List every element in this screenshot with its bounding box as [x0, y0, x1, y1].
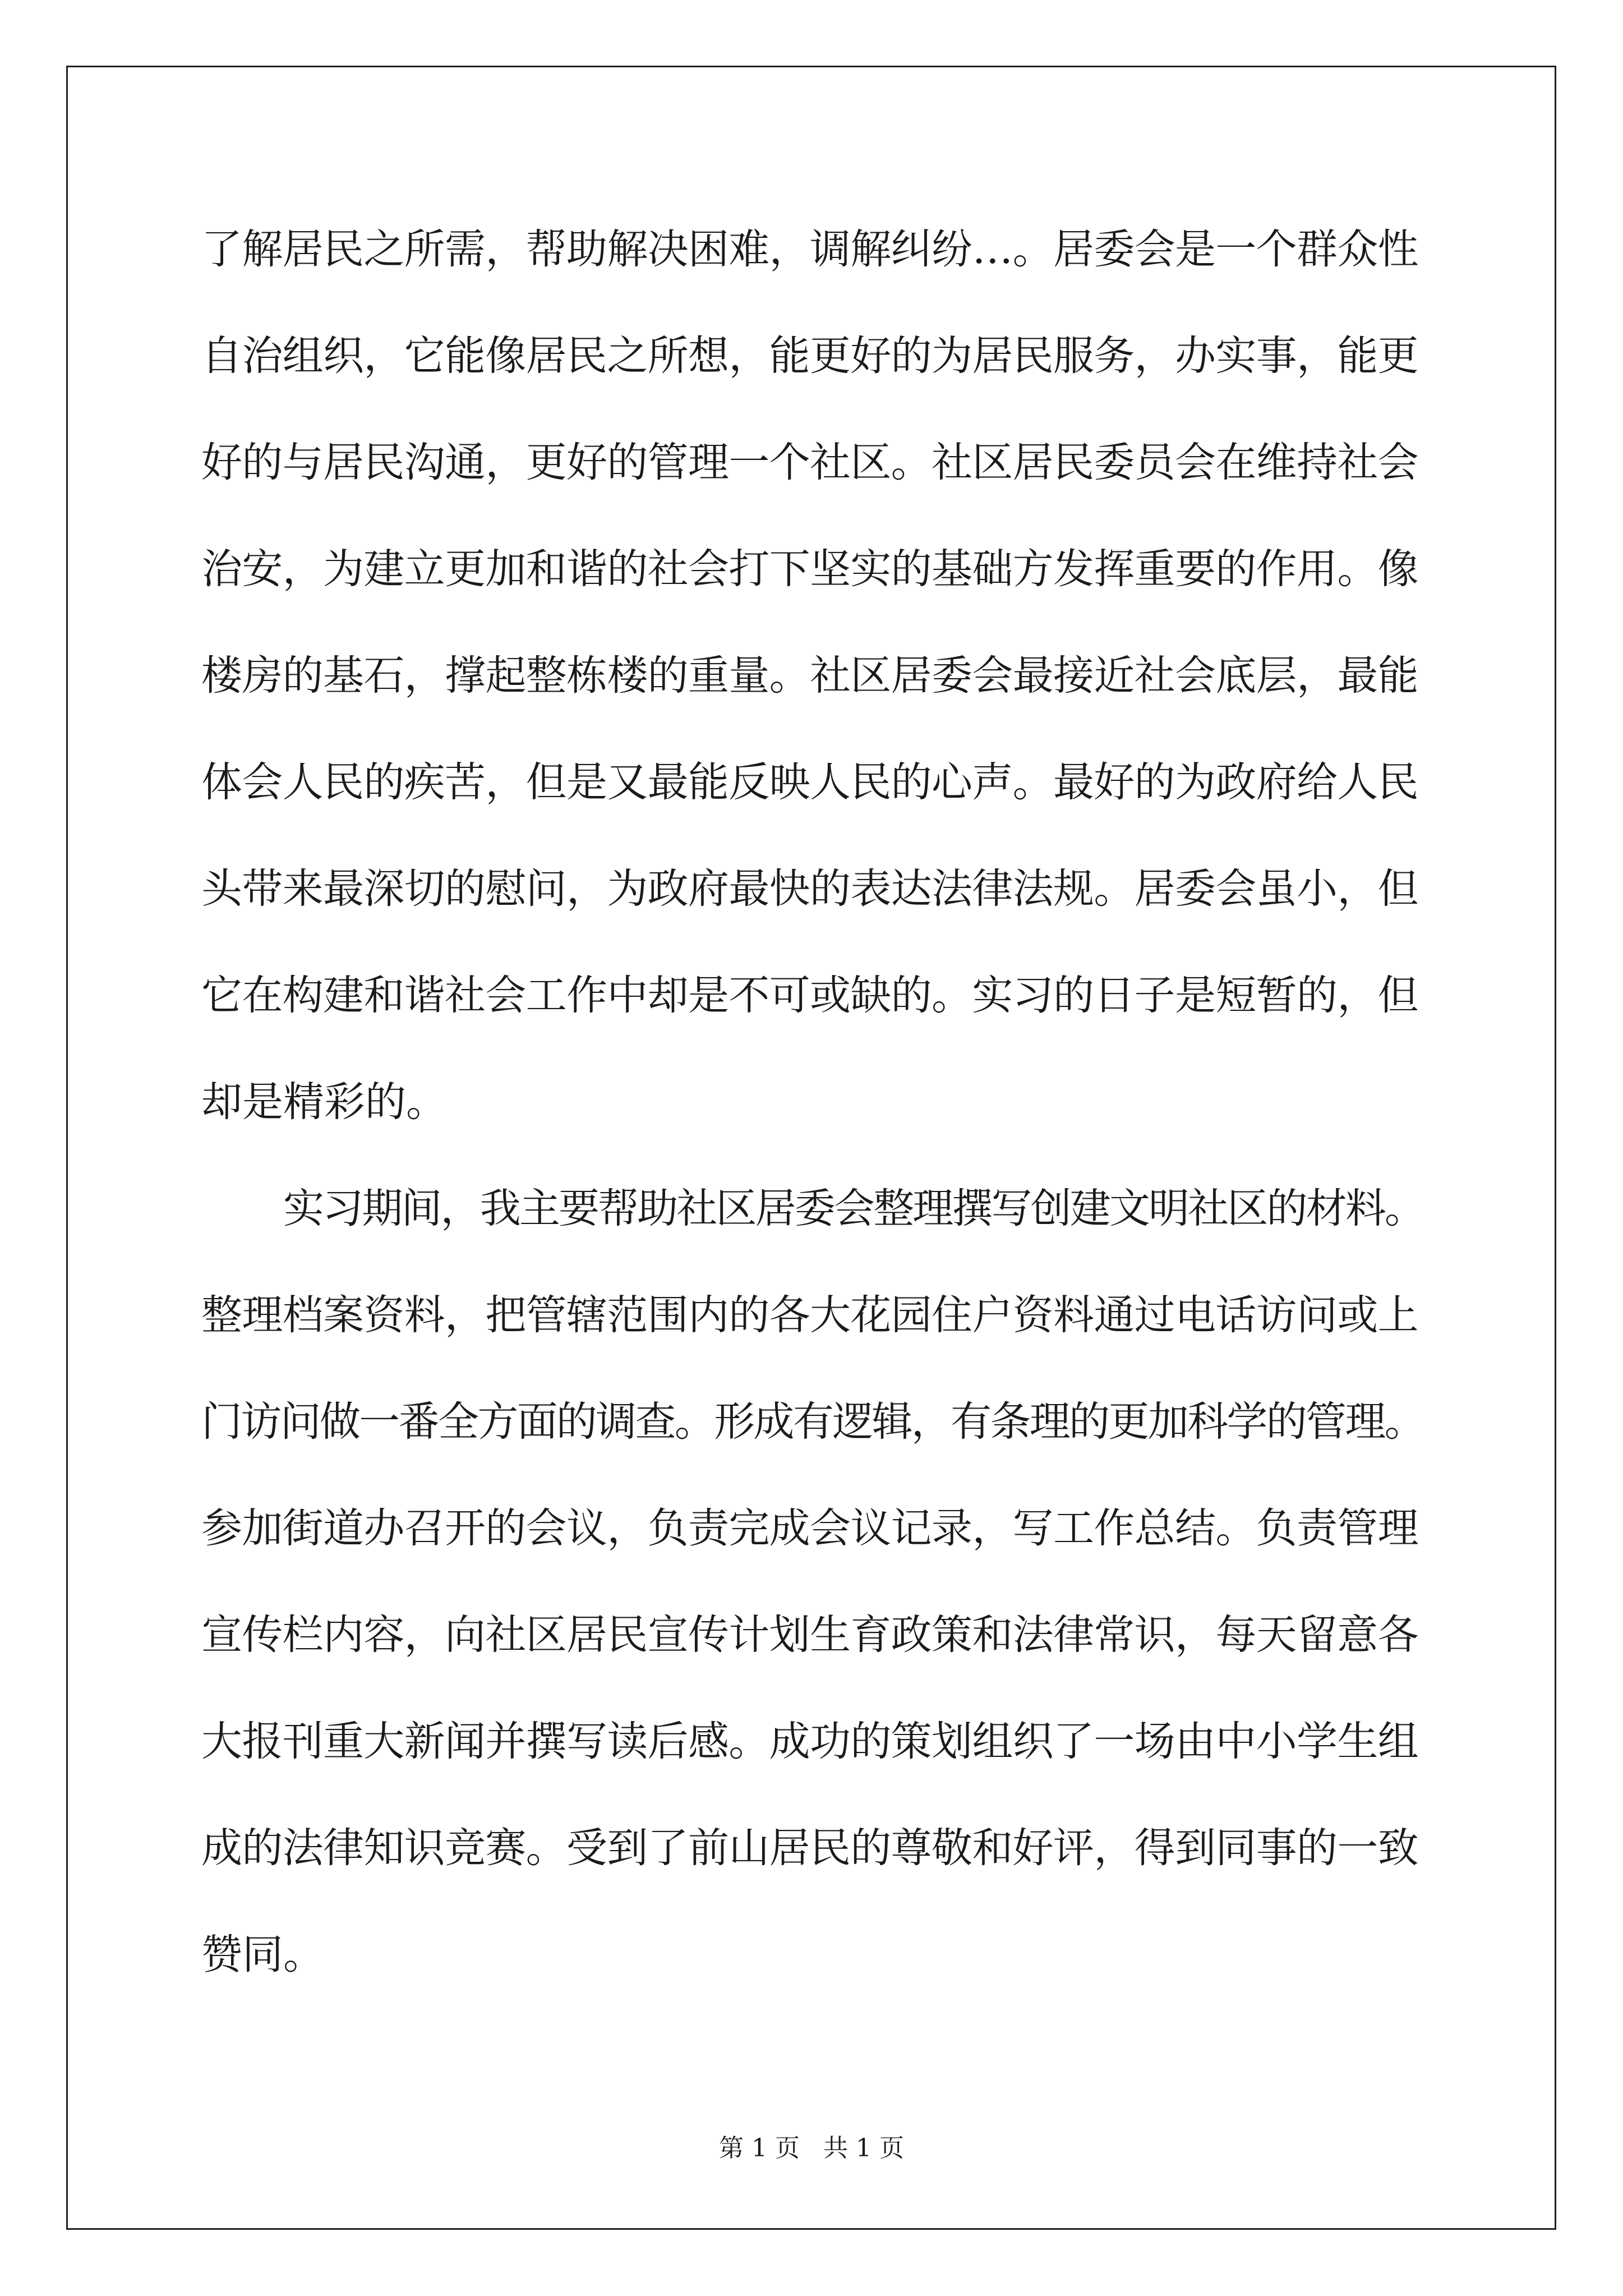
text-line-15: 大报刊重大新闻并撰写读后感。成功的策划组织了一场由中小学生组: [201, 1718, 1418, 1765]
text-line-8: 它在构建和谐社会工作中却是不可或缺的。实习的日子是短暂的，但: [201, 972, 1418, 1019]
text-line-3: 好的与居民沟通，更好的管理一个社区。社区居民委员会在维持社会: [201, 439, 1418, 486]
page-number: 第 1 页: [719, 2134, 800, 2162]
text-line-14: 宣传栏内容，向社区居民宣传计划生育政策和法律常识，每天留意各: [201, 1611, 1418, 1659]
text-line-12: 门访问做一番全方面的调查。形成有逻辑，有条理的更加科学的管理。: [201, 1398, 1424, 1446]
text-line-4: 治安，为建立更加和谐的社会打下坚实的基础方发挥重要的作用。像: [201, 545, 1418, 593]
text-line-6: 体会人民的疾苦，但是又最能反映人民的心声。最好的为政府给人民: [201, 758, 1418, 806]
text-line-11: 整理档案资料，把管辖范围内的各大花园住户资料通过电话访问或上: [201, 1291, 1418, 1339]
text-line-1: 了解居民之所需，帮助解决困难，调解纠纷…。居委会是一个群众性: [201, 226, 1418, 273]
text-line-7: 头带来最深切的慰问，为政府最快的表达法律法规。居委会虽小，但: [201, 865, 1418, 913]
page-total: 共 1 页: [823, 2134, 904, 2162]
text-line-2: 自治组织，它能像居民之所想，能更好的为居民服务，办实事，能更: [201, 332, 1418, 380]
text-line-16: 成的法律知识竞赛。受到了前山居民的尊敬和好评，得到同事的一致: [201, 1824, 1418, 1872]
text-line-17: 赞同。: [201, 1931, 324, 1978]
text-line-5: 楼房的基石，撑起整栋楼的重量。社区居委会最接近社会底层，最能: [201, 652, 1418, 700]
text-line-13: 参加街道办召开的会议，负责完成会议记录，写工作总结。负责管理: [201, 1504, 1418, 1552]
text-line-9: 却是精彩的。: [201, 1078, 447, 1126]
page-footer: [0, 2132, 1623, 2165]
text-line-10: 实习期间，我主要帮助社区居委会整理撰写创建文明社区的材料。: [283, 1185, 1424, 1232]
document-body: [201, 219, 1435, 2031]
